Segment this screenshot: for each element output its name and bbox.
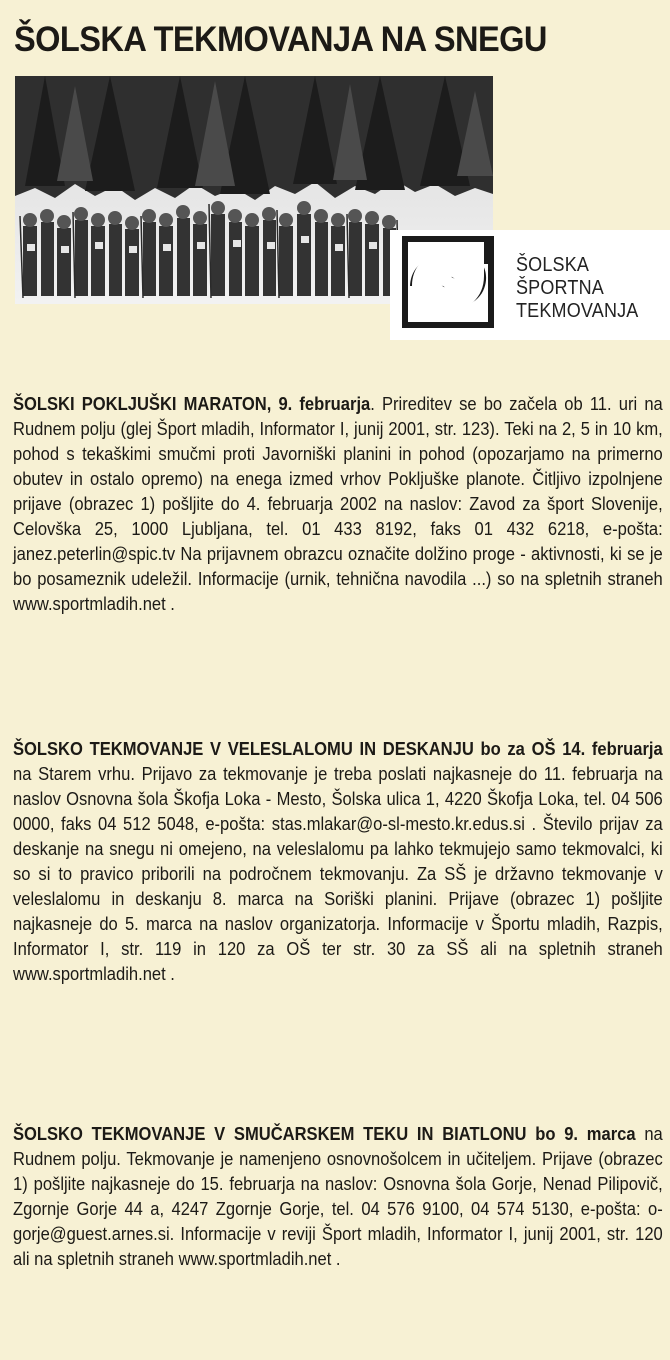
section-heading: ŠOLSKI POKLJUŠKI MARATON, 9. februarja: [13, 394, 371, 414]
article-section-biathlon: [13, 1122, 663, 1272]
section-body: na Rudnem polju. Tekmovanje je namenjeno osnovnošolcem in učiteljem. Prijave (obrazec 1) pošljite najkasneje do 15. februarja na naslov: Osnovna šola Gorje, Nenad Pilipovič, Zgornje Gorje 44 a, 4247 Zgornje Gorje, tel. 04 576 9100, 04 574 5130, e-pošta: o-gorje@guest.arnes.si. Informacije v reviji Šport mladih, Informator I, junij 2001, str. 120 ali na spletnih straneh www.sportmladih.net .: [13, 1124, 663, 1269]
page-title: ŠOLSKA TEKMOVANJA NA SNEGU: [14, 20, 547, 59]
logo-line-2: ŠPORTNA: [516, 277, 604, 299]
logo-line-1: ŠOLSKA: [516, 254, 590, 276]
logo-line-3: TEKMOVANJA: [516, 300, 639, 322]
article-section-giant-slalom: [13, 737, 663, 987]
section-body: . Prireditev se bo začela ob 11. uri na Rudnem polju (glej Šport mladih, Informator I, junij 2001, str. 123). Teki na 2, 5 in 10 km, pohod s tekaškimi smučmi proti Javorniški planini in pohod (opozarjamo na primerno obutev in ostalo opremo) na enega izmed vrhov Pokljuške planote. Čitljivo izpolnjene prijave (obrazec 1) pošljite do 4. februarja 2002 na naslov: Zavod za šport Slovenije, Celovška 25, 1000 Ljubljana, tel. 01 433 8192, faks 01 432 6218, e-pošta: janez.peterlin@spic.tv Na prijavnem obrazcu označite dolžino proge - aktivnosti, ki se je bo posameznik udeležil. Informacije (urnik, tehnična navodila ...) so na spletnih straneh www.sportmladih.net .: [13, 394, 663, 614]
section-body: na Starem vrhu. Prijavo za tekmovanje je treba poslati najkasneje do 11. februarja na naslov Osnovna šola Škofja Loka - Mesto, Šolska ulica 1, 4220 Škofja Loka, tel. 04 506 0000, faks 04 512 5048, e-pošta: stas.mlakar@o-sl-mesto.kr.edus.si . Število prijav za deskanje na snegu ni omejeno, na veleslalomu pa lahko tekmujejo samo tekmovalci, ki so si to pravico priborili na področnem tekmovanju. Za SŠ je državno tekmovanje v veleslalomu in deskanju 8. marca na Soriški planini. Prijave (obrazec 1) pošljite najkasneje do 5. marca na naslov organizatorja. Informacije v Športu mladih, Razpis, Informator I, str. 119 in 120 za OŠ ter str. 30 za SŠ ali na spletnih straneh www.sportmladih.net .: [13, 764, 663, 984]
school-sports-logo: [390, 230, 670, 340]
article-section-marathon: [13, 392, 663, 617]
section-heading: ŠOLSKO TEKMOVANJE V VELESLALOMU IN DESKANJU bo za OŠ 14. februarja: [13, 739, 663, 759]
logo-text: [516, 254, 638, 323]
section-heading: ŠOLSKO TEKMOVANJE V SMUČARSKEM TEKU IN BIATLONU bo 9. marca: [13, 1124, 636, 1144]
spiral-wave-icon: [402, 236, 494, 328]
